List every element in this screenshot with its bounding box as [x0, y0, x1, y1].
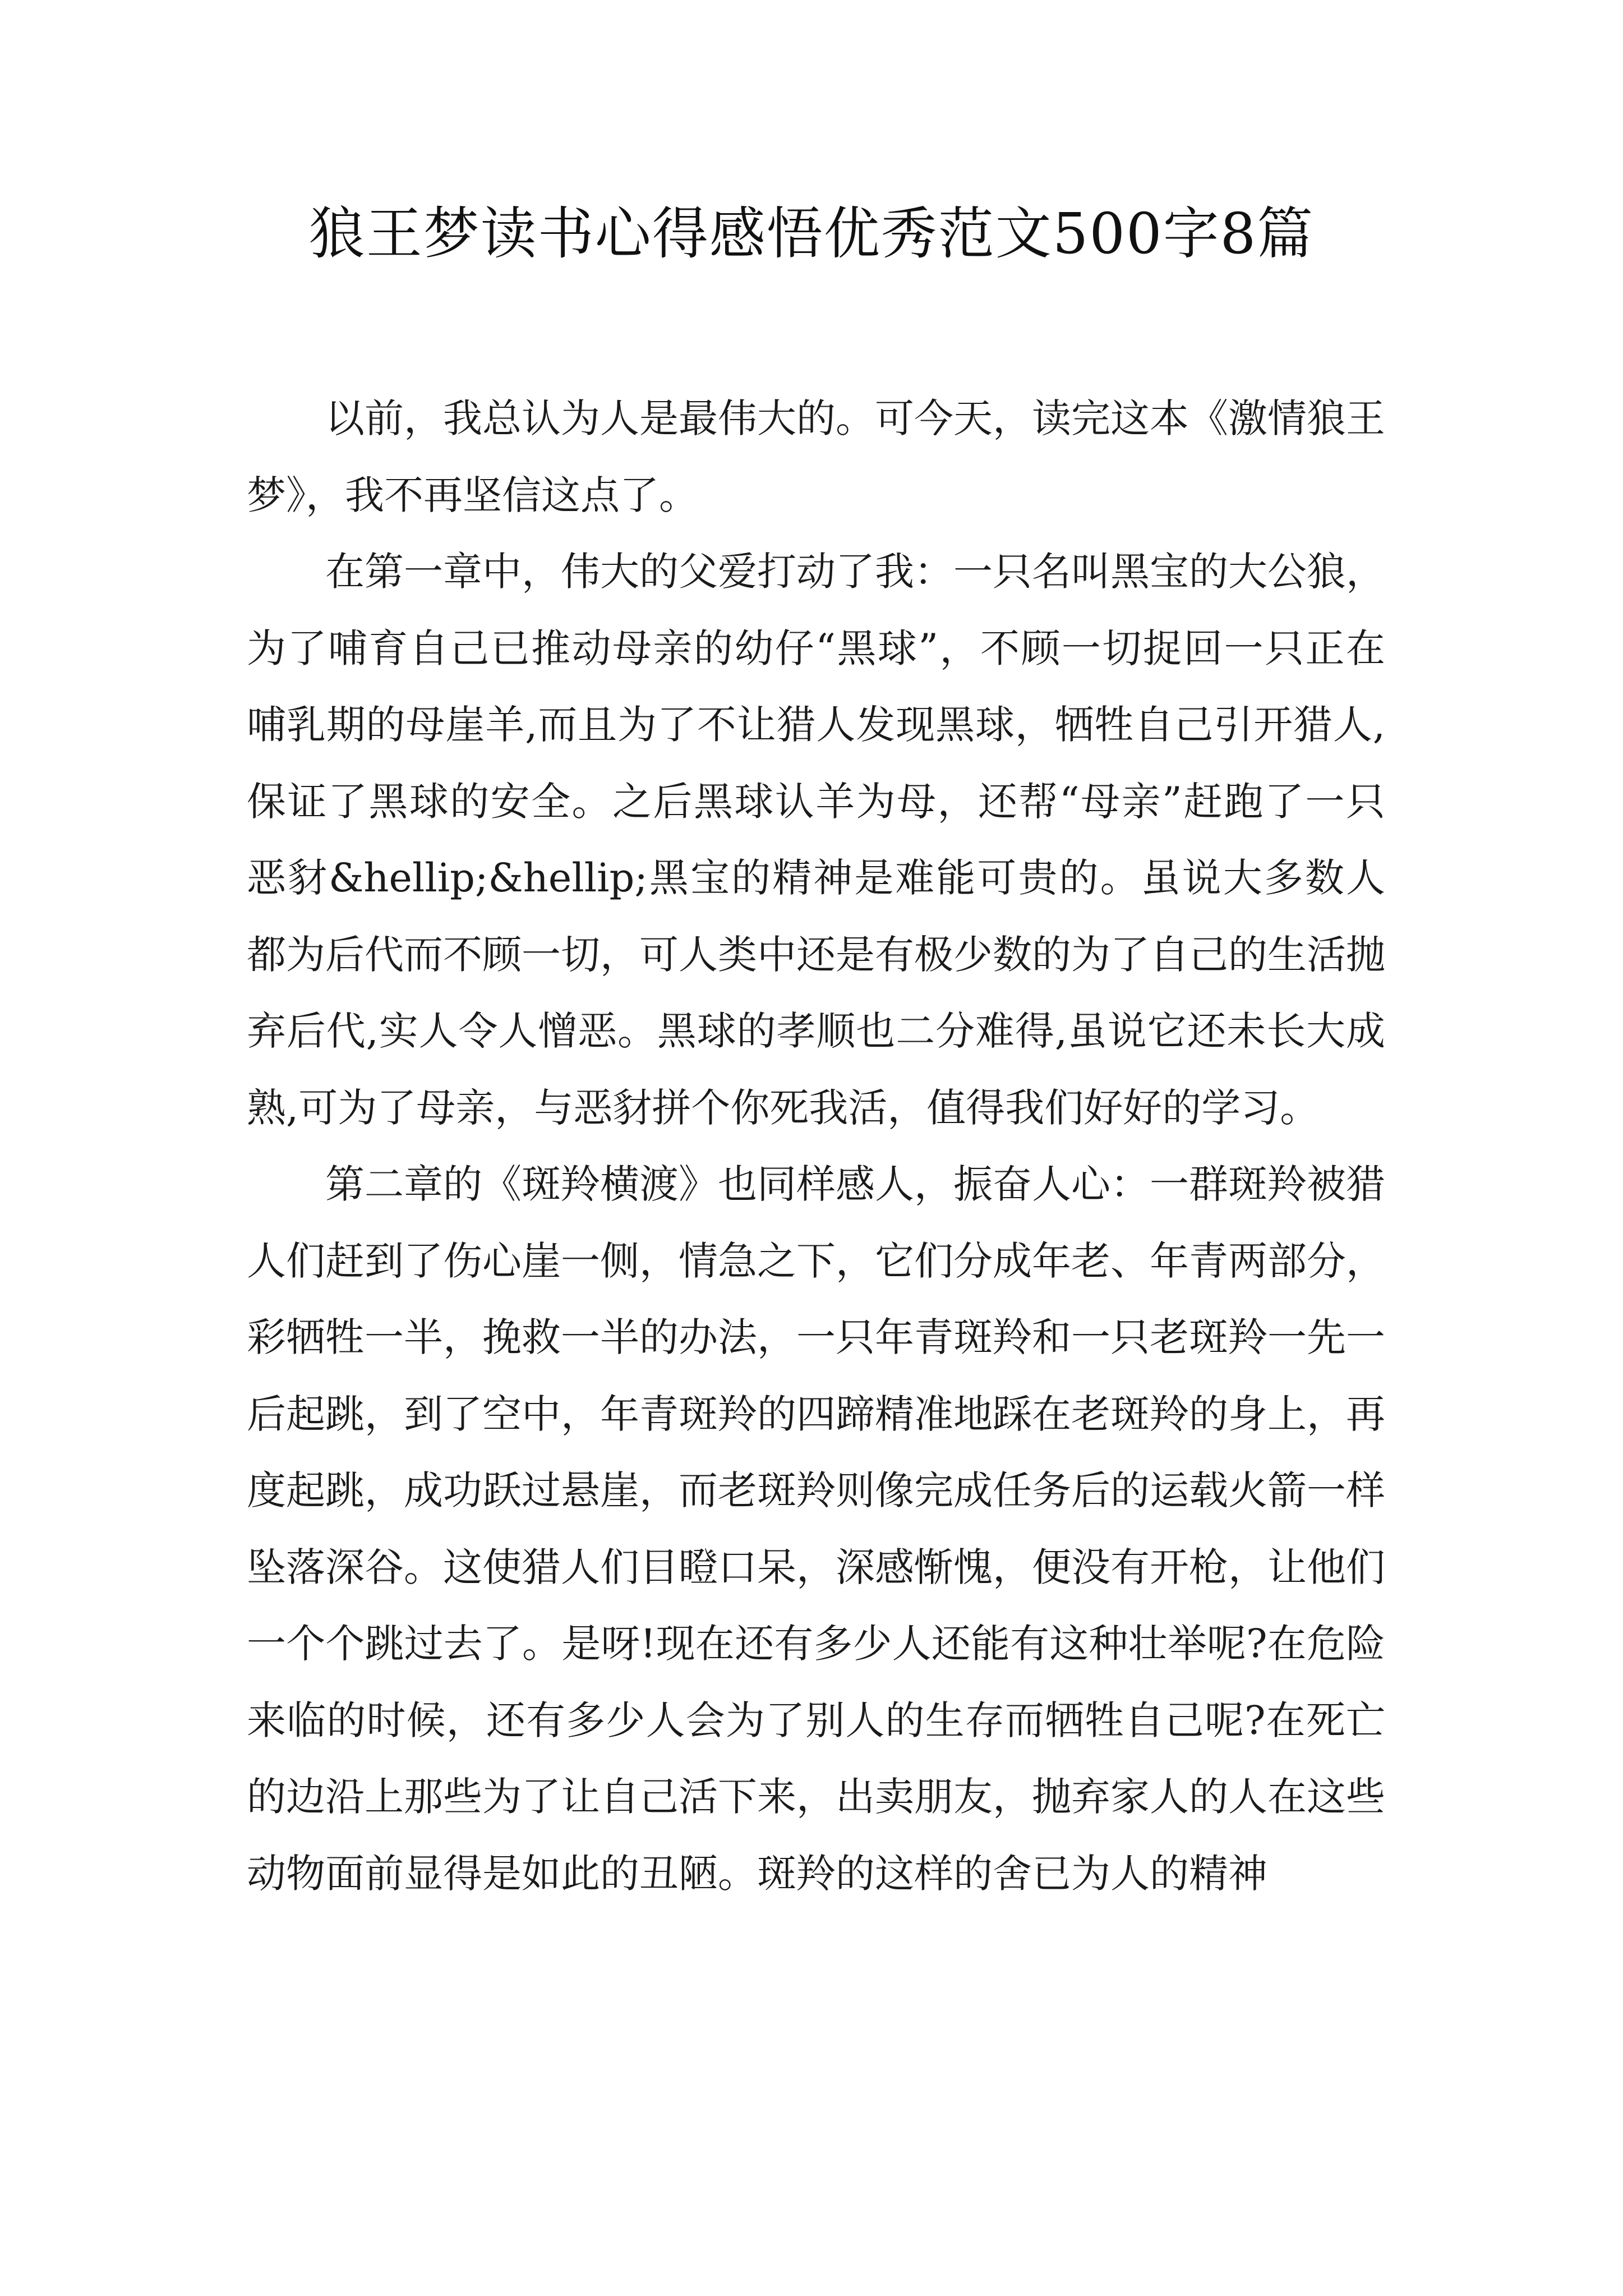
document-title: 狼王梦读书心得感悟优秀范文500字8篇 — [308, 201, 1315, 266]
document-body — [247, 380, 1385, 1912]
paragraph-3: 第二章的《斑羚横渡》也同样感人，振奋人心：一群斑羚被猎人们赶到了伤心崖一侧，情急之下，它们分成年老、年青两部分，彩牺牲一半，挽救一半的办法，一只年青斑羚和一只老斑羚一先一后起跳，到了空中，年青斑羚的四蹄精准地踩在老斑羚的身上，再度起跳，成功跃过悬崖，而老斑羚则像完成任务后的运载火箭一样坠落深谷。这使猎人们目瞪口呆，深感惭愧，便没有开枪，让他们一个个跳过去了。是呀!现在还有多少人还能有这种壮举呢?在危险来临的时候，还有多少人会为了别人的生存而牺牲自己呢?在死亡的边沿上那些为了让自己活下来，出卖朋友，抛弃家人的人在这些动物面前显得是如此的丑陋。斑羚的这样的舍已为人的精神 — [247, 1161, 1385, 1897]
paragraph-1: 以前，我总认为人是最伟大的。可今天，读完这本《激情狼王梦》，我不再坚信这点了。 — [247, 395, 1385, 518]
paragraph-2: 在第一章中，伟大的父爱打动了我：一只名叫黑宝的大公狼，为了哺育自己已推动母亲的幼仔“黑球”，不顾一切捉回一只正在哺乳期的母崖羊,而且为了不让猎人发现黑球，牺牲自己引开猎人,保证了黑球的安全。之后黑球认羊为母，还帮“母亲”赶跑了一只恶豺&hellip;&hellip;黑宝的精神是难能可贵的。虽说大多数人都为后代而不顾一切，可人类中还是有极少数的为了自己的生活抛弃后代,实人令人憎恶。黑球的孝顺也二分难得,虽说它还未长大成熟,可为了母亲，与恶豺拼个你死我活，值得我们好好的学习。 — [247, 549, 1385, 1131]
